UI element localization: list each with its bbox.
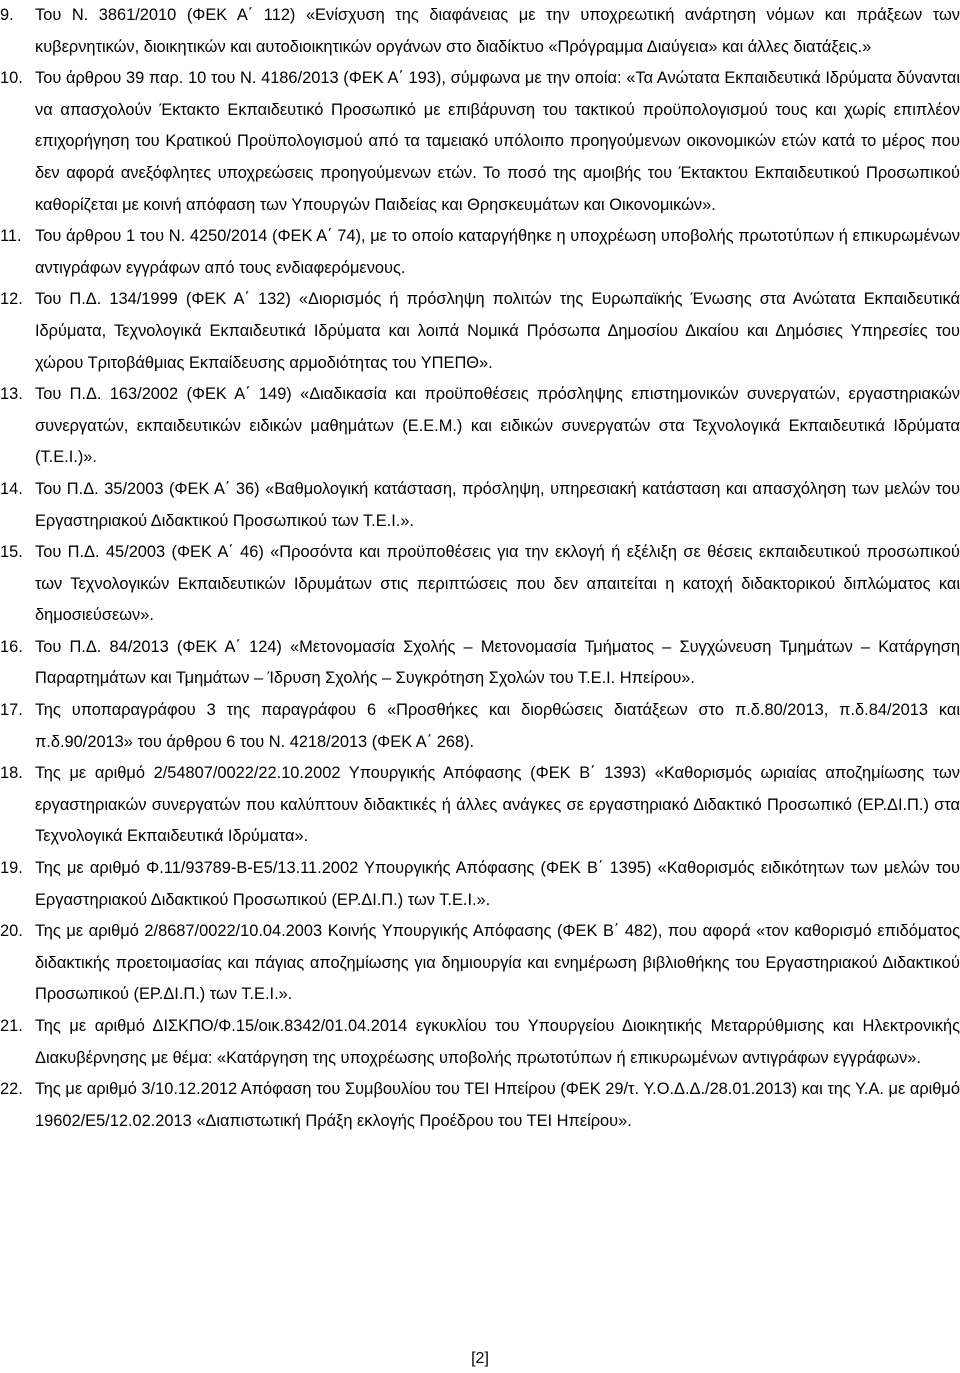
item-text: Της με αριθμό Φ.11/93789-Β-Ε5/13.11.2002 Υπουργικής Απόφασης (ΦΕΚ Β΄ 1395) «Καθορισμός ειδικότητων των μελών του Εργαστηριακού Διδακτικού Προσωπικού (ΕΡ.ΔΙ.Π.) των Τ.Ε.Ι.». [35,859,960,909]
item-number: 12. [0,290,23,309]
list-item [0,221,960,284]
item-text: Του Π.Δ. 163/2002 (ΦΕΚ Α΄ 149) «Διαδικασία και προϋποθέσεις πρόσληψης επιστημονικών συνεργατών, εργαστηριακών συνεργατών, εκπαιδευτικών ειδικών μαθημάτων (Ε.Ε.Μ.) και ειδικών συνεργατών στα Τεχνολογικά Εκπαιδευτικά Ιδρύματα (Τ.Ε.Ι.)». [35,385,960,467]
item-number: 13. [0,385,23,404]
item-text: Της με αριθμό 3/10.12.2012 Απόφαση του Συμβουλίου του ΤΕΙ Ηπείρου (ΦΕΚ 29/τ. Υ.Ο.Δ.Δ./28.01.2013) και της Υ.Α. με αριθμό 19602/Ε5/12.02.2013 «Διαπιστωτική Πράξη εκλογής Προέδρου του ΤΕΙ Ηπείρου». [35,1080,960,1130]
item-text: Του Π.Δ. 134/1999 (ΦΕΚ Α΄ 132) «Διορισμός ή πρόσληψη πολιτών της Ευρωπαϊκής Ένωσης στα Ανώτατα Εκπαιδευτικά Ιδρύματα, Τεχνολογικά Εκπαιδευτικά Ιδρύματα και λοιπά Νομικά Πρόσωπα Δημοσίου Δικαίου και Δημόσιες Υπηρεσίες του χώρου Τριτοβάθμιας Εκπαίδευσης αρμοδιότητας του ΥΠΕΠΘ». [35,290,960,372]
list-item [0,537,960,632]
item-text: Της με αριθμό 2/54807/0022/22.10.2002 Υπουργικής Απόφασης (ΦΕΚ Β΄ 1393) «Καθορισμός ωριαίας αποζημίωσης των εργαστηριακών συνεργατών που καλύπτουν διδακτικές ή άλλες ανάγκες σε εργαστηριακό Διδακτικό Προσωπικό (ΕΡ.ΔΙ.Π.) στα Τεχνολογικά Εκπαιδευτικά Ιδρύματα». [35,764,960,846]
list-item [0,284,960,379]
list-item [0,695,960,758]
item-number: 17. [0,701,23,720]
item-text: Του άρθρου 1 του Ν. 4250/2014 (ΦΕΚ Α΄ 74), με το οποίο καταργήθηκε η υποχρέωση υποβολής πρωτοτύπων ή επικυρωμένων αντιγράφων εγγράφων από τους ενδιαφερόμενους. [35,227,960,277]
list-item [0,853,960,916]
list-item [0,63,960,221]
item-number: 16. [0,637,23,656]
list-item [0,1074,960,1137]
item-number: 15. [0,543,23,562]
item-number: 9. [0,6,14,24]
item-text: Του Π.Δ. 84/2013 (ΦΕΚ Α΄ 124) «Μετονομασία Σχολής – Μετονομασία Τμήματος – Συγχώνευση Τμημάτων – Κατάργηση Παραρτημάτων και Τμημάτων – Ίδρυση Σχολής – Συγκρότηση Σχολών του Τ.Ε.Ι. Ηπείρου». [35,637,960,688]
item-number: 11. [0,227,22,246]
item-text: Της με αριθμό ΔΙΣΚΠΟ/Φ.15/οικ.8342/01.04.2014 εγκυκλίου του Υπουργείου Διοικητικής Μεταρρύθμισης και Ηλεκτρονικής Διακυβέρνησης με θέμα: «Κατάργηση της υποχρέωσης υποβολής πρωτοτύπων ή επικυρωμένων αντιγράφων εγγράφων». [35,1017,960,1067]
item-number: 18. [0,764,23,783]
item-number: 21. [0,1017,23,1035]
list-item [0,1011,960,1074]
item-text: Του Π.Δ. 35/2003 (ΦΕΚ Α΄ 36) «Βαθμολογική κατάσταση, πρόσληψη, υπηρεσιακή κατάσταση και απασχόληση των μελών του Εργαστηριακού Διδακτικού Προσωπικού των Τ.Ε.Ι.». [35,479,960,530]
item-number: 20. [0,922,23,941]
list-item [0,632,960,695]
item-text: Της υποπαραγράφου 3 της παραγράφου 6 «Προσθήκες και διορθώσεις διατάξεων στο π.δ.80/2013, π.δ.84/2013 και π.δ.90/2013» του άρθρου 6 του Ν. 4218/2013 (ΦΕΚ Α΄ 268). [35,701,960,751]
item-number: 19. [0,859,23,878]
page-number: [2] [471,1350,489,1367]
list-item [0,0,960,63]
item-text: Της με αριθμό 2/8687/0022/10.04.2003 Κοινής Υπουργικής Απόφασης (ΦΕΚ Β΄ 482), που αφορά «τον καθορισμό επιδόματος διδακτικής προετοιμασίας και πάγιας αποζημίωσης για δημιουργία και ενημέρωση βιβλιοθήκης του Εργαστηριακού Διδακτικού Προσωπικού (ΕΡ.ΔΙ.Π.) των Τ.Ε.Ι.». [35,922,960,1004]
item-number: 22. [0,1080,23,1099]
item-text: Του Π.Δ. 45/2003 (ΦΕΚ Α΄ 46) «Προσόντα και προϋποθέσεις για την εκλογή ή εξέλιξη σε θέσεις εκπαιδευτικού προσωπικού των Τεχνολογικών Εκπαιδευτικών Ιδρυμάτων στις περιπτώσεις που δεν απαιτείται η κατοχή διδακτορικού διπλώματος και δημοσιεύσεων». [35,543,960,625]
list-item [0,379,960,474]
list-item [0,758,960,853]
list-item [0,916,960,1011]
item-text: Του άρθρου 39 παρ. 10 του Ν. 4186/2013 (ΦΕΚ Α΄ 193), σύμφωνα με την οποία: «Τα Ανώτατα Εκπαιδευτικά Ιδρύματα δύνανται να απασχολούν Έκτακτο Εκπαιδευτικό Προσωπικό με επιβάρυνση του τακτικού προϋπολογισμού τους και χωρίς επιπλέον επιχορήγηση του Κρατικού Προϋπολογισμού από τα ταμειακό υπόλοιπο προηγούμενων οικονομικών ετών κατά το μέρος που δεν αφορά ανεξόφλητες υποχρεώσεις προηγούμενων ετών. Το ποσό της αμοιβής του Έκτακτου Εκπαιδευτικού Προσωπικού καθορίζεται με κοινή απόφαση των Υπουργών Παιδείας και Θρησκευμάτων και Οικονομικών». [35,69,960,214]
list-item [0,474,960,537]
item-number: 14. [0,479,23,498]
item-number: 10. [0,69,23,88]
item-text: Του Ν. 3861/2010 (ΦΕΚ Α΄ 112) «Ενίσχυση της διαφάνειας με την υποχρεωτική ανάρτηση νόμων και πράξεων των κυβερνητικών, διοικητικών και αυτοδιοικητικών οργάνων στο διαδίκτυο «Πρόγραμμα Διαύγεια» και άλλες διατάξεις.» [35,6,960,56]
